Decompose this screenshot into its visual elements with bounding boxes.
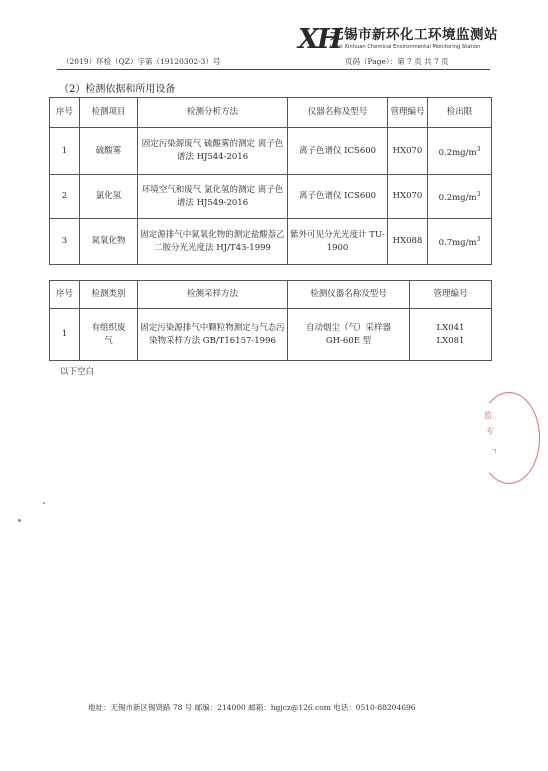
detection-limit: $0.2mg/m^3$: [428, 175, 492, 219]
header-divider: [57, 69, 490, 70]
instrument: 紫外可见分光光度计 TU-1900: [288, 219, 388, 265]
table-row: [50, 309, 492, 361]
row-number: 1: [50, 128, 80, 175]
organization-name-english: Wuxi Xinhuan Chemical Environmental Monitoring Station: [330, 44, 481, 50]
management-code: LX041: [436, 322, 465, 333]
management-code: HX070: [388, 175, 428, 219]
column-header: 检测类别: [80, 281, 138, 309]
column-header: 检测分析方法: [138, 98, 288, 128]
column-header: 序号: [50, 98, 80, 128]
column-header: 检测仪器名称及型号: [288, 281, 410, 309]
table-row: [50, 128, 492, 175]
column-header: 仪器名称及型号: [288, 98, 388, 128]
footer-contact: 地址：无锡市新区锡贤路 78 号 邮编：214000 邮箱：hgjcz@126.com 电话：0510-88204696: [88, 703, 416, 712]
report-number: （2019）环检（QZ）字第（19120302-3）号: [62, 57, 221, 66]
sampling-methods-table: [49, 280, 492, 361]
seal-stamp: [478, 392, 540, 484]
management-codes: [410, 309, 492, 361]
column-header: 管理编号: [388, 98, 428, 128]
analysis-method: 固定污染源废气 硫酸雾的测定 离子色谱法 HJ544-2016: [138, 128, 288, 175]
column-header: 序号: [50, 281, 80, 309]
page-number: 页码（Page）：第 7 页 共 7 页: [345, 57, 449, 66]
scan-speck: [18, 519, 21, 522]
detection-limit: $0.2mg/m^3$: [428, 128, 492, 175]
table-header-row: [50, 98, 492, 128]
detection-limit: $0.7mg/m^3$: [428, 219, 492, 265]
row-number: 3: [50, 219, 80, 265]
column-header: 检出限: [428, 98, 492, 128]
row-number: 2: [50, 175, 80, 219]
table-header-row: [50, 281, 492, 309]
instrument: 离子色谱仪 ICS600: [288, 175, 388, 219]
column-header: 管理编号: [410, 281, 492, 309]
test-category: 有组织废气: [80, 309, 138, 361]
instrument: 自动烟尘（气）采样器 GH-60E 型: [288, 309, 410, 361]
management-code: HX070: [388, 128, 428, 175]
station-logo: XH: [298, 24, 341, 55]
management-code: LX081: [436, 335, 465, 346]
seal-stamp-text: 专: [486, 427, 494, 436]
column-header: 检测采样方法: [138, 281, 288, 309]
test-item: 氯化氢: [80, 175, 138, 219]
section-title: （2）检测依据和所用设备: [59, 84, 176, 95]
seal-stamp-text: 监: [484, 411, 492, 420]
management-code: HX088: [388, 219, 428, 265]
instrument: 离子色谱仪 ICS600: [288, 128, 388, 175]
analysis-methods-table: [49, 97, 492, 265]
test-item: 氮氧化物: [80, 219, 138, 265]
scan-speck: [43, 502, 45, 504]
organization-name: 无锡市新环化工环境监测站: [330, 27, 498, 43]
sampling-method: 固定污染源排气中颗粒物测定与气态污染物采样方法 GB/T16157-1996: [138, 309, 288, 361]
seal-stamp-text: ㄱ: [490, 447, 498, 456]
table-row: [50, 175, 492, 219]
table-row: [50, 219, 492, 265]
blank-below-note: 以下空白: [60, 367, 95, 377]
test-item: 硫酸雾: [80, 128, 138, 175]
row-number: 1: [50, 309, 80, 361]
analysis-method: 环境空气和废气 氯化氢的测定 离子色谱法 HJ549-2016: [138, 175, 288, 219]
column-header: 检测项目: [80, 98, 138, 128]
analysis-method: 固定源排气中氮氧化物的测定盐酸萘乙二胺分光光度法 HJ/T43-1999: [138, 219, 288, 265]
